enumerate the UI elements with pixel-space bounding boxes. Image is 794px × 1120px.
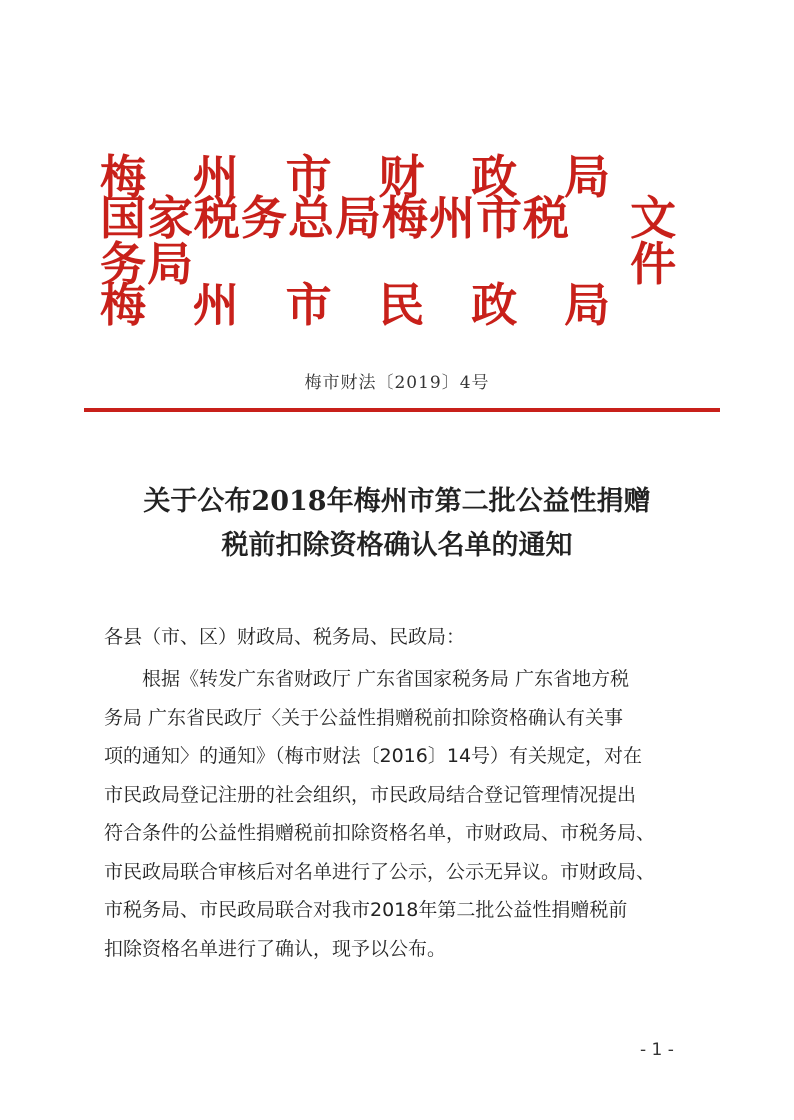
body-line: 务局 广东省民政厅〈关于公益性捐赠税前扣除资格确认有关事 [104,706,624,729]
notice-title [0,480,794,568]
body-line: 扣除资格名单进行了确认，现予以公布。 [104,937,447,960]
header-char: 局 [563,150,610,204]
header-char: 市 [285,150,332,204]
header-char: 局 [563,278,610,332]
body-line: 根据《转发广东省财政厅 广东省国家税务局 广东省地方税 [142,668,630,690]
header-char: 财 [378,150,425,204]
body-line: 市税务局、市民政局联合对我市2018年第二批公益性捐赠税前 [104,899,628,921]
red-divider-line [84,408,720,412]
header-char: 市 [285,278,332,332]
title-line-1: 关于公布2018年梅州市第二批公益性捐赠 [143,486,651,517]
body-line: 市民政局联合审核后对名单进行了公示，公示无异议。市财政局、 [104,860,656,883]
header-char: 州 [192,278,239,332]
document-number: 梅市财法〔2019〕4号 [304,373,490,393]
body-line: 符合条件的公益性捐赠税前扣除资格名单，市财政局、市税务局、 [104,822,656,844]
header-char: 州 [192,150,239,204]
salutation: 各县（市、区）财政局、税务局、民政局： [104,626,466,648]
issuing-authorities-header [100,145,718,337]
header-char: 政 [471,278,518,332]
body-line: 项的通知〉的通知》（梅市财法〔2016〕14号）有关规定，对在 [104,745,643,767]
body-line: 市民政局登记注册的社会组织，市民政局结合登记管理情况提出 [104,783,637,806]
header-char: 梅 [100,150,146,204]
header-char: 政 [471,150,518,204]
header-char: 民 [378,278,425,332]
header-line-tax-bureau [100,191,718,291]
page-number: - 1 - [640,1040,674,1060]
header-char: 梅 [100,278,146,332]
title-line-2: 税前扣除资格确认名单的通知 [221,530,573,561]
notice-body [104,660,708,968]
header-document-word: 文件 [630,191,679,291]
header-tax-bureau-name: 国家税务总局梅州市税务局 [100,191,570,291]
